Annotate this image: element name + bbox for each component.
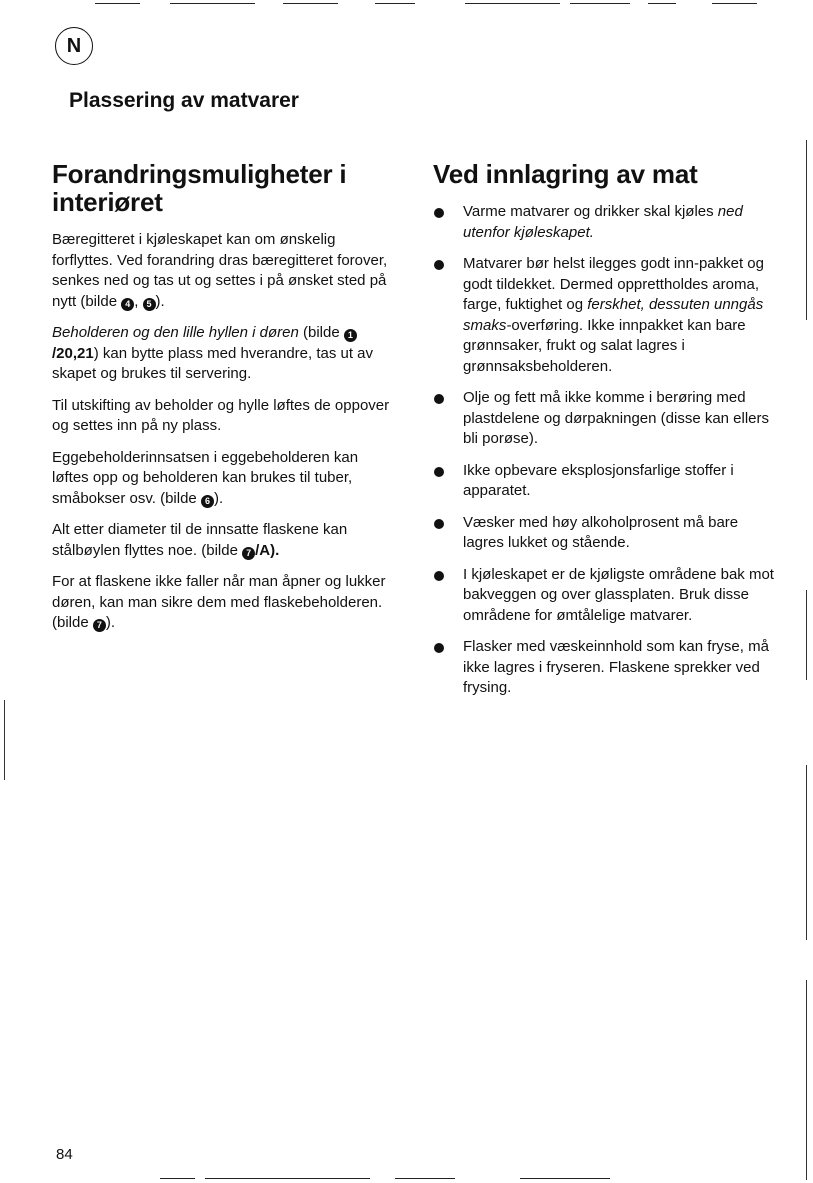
- paragraph: [52, 520, 392, 561]
- paragraph: Til utskifting av beholder og hylle løftes de oppover og settes inn på ny plass.: [52, 396, 390, 434]
- paragraph: [52, 323, 392, 385]
- figure-ref-badge: 1: [344, 329, 357, 342]
- list-item-text: I kjøleskapet er de kjøligste områdene bak mot bakveggen og over glassplaten. Bruk disse områdene for ømtålelige matvarer.: [463, 565, 774, 624]
- scan-line-right: [806, 140, 807, 320]
- paragraph-text: ) kan bytte plass med hverandre, tas ut av skapet og brukes til servering.: [52, 344, 374, 382]
- figure-ref-badge: 4: [121, 298, 134, 311]
- list-item: [433, 565, 778, 627]
- bullet-list: [433, 202, 778, 699]
- paragraph: [52, 572, 392, 634]
- scan-line-left: [4, 700, 5, 780]
- page-number: 84: [56, 1146, 73, 1163]
- list-item: [433, 202, 778, 243]
- paragraph: [52, 448, 392, 510]
- bullet-icon: [434, 571, 444, 581]
- bullet-icon: [434, 467, 444, 477]
- scan-line-bottom: [395, 1178, 455, 1179]
- paragraph-text: Eggebeholderinnsatsen i eggebeholderen kan løftes opp og beholderen kan brukes til tuber, småbokser osv. (bilde: [52, 448, 359, 507]
- paragraph-text: ).: [155, 292, 165, 310]
- scan-line-top: [170, 3, 255, 4]
- bullet-icon: [434, 643, 444, 653]
- list-item: [433, 513, 778, 554]
- scan-line-right: [806, 980, 807, 1180]
- list-item-text: Matvarer bør helst ilegges godt inn-pakket og godt tildekket. Dermed opprettholdes aroma, farge, fuktighet og: [463, 255, 764, 313]
- right-column: [433, 160, 778, 710]
- paragraph-text: Bæregitteret i kjøleskapet kan om ønskelig forflyttes. Ved forandring dras bæregitteret forover, senkes ned og tas ut og settes i på ønsket sted på nytt (bilde: [52, 231, 388, 310]
- scan-line-bottom: [520, 1178, 610, 1179]
- figure-ref-suffix: /20,21: [52, 344, 94, 362]
- list-item-text: overføring. Ikke innpakket kan bare grønnsaker, frukt og salat lagres i grønnsaksbeholderen.: [463, 316, 746, 375]
- list-item-text: Olje og fett må ikke komme i berøring med plastdelene og dørpakningen (disse kan ellers bli porøse).: [463, 389, 770, 447]
- paragraph-text: ,: [134, 292, 143, 310]
- scan-line-top: [570, 3, 630, 4]
- figure-ref-suffix: /A).: [255, 541, 280, 559]
- scan-line-right: [806, 590, 807, 680]
- scan-line-bottom: [160, 1178, 195, 1179]
- scan-line-top: [465, 3, 560, 4]
- paragraph-text: For at flaskene ikke faller når man åpner og lukker døren, kan man sikre dem med flaskebeholderen. (bilde: [52, 573, 386, 631]
- paragraph-text: Alt etter diameter til de innsatte flaskene kan stålbøylen flyttes noe. (bilde: [52, 521, 348, 559]
- paragraph-text: ).: [213, 489, 224, 507]
- scan-line-right: [806, 765, 807, 940]
- paragraph-text: (bilde: [298, 324, 344, 341]
- figure-ref-badge: 5: [143, 298, 156, 311]
- left-column: [52, 160, 392, 645]
- bullet-icon: [434, 394, 444, 404]
- paragraph-text: ).: [105, 614, 116, 631]
- left-heading: [52, 160, 392, 216]
- list-item-text: Væsker med høy alkoholprosent må bare lagres lukket og stående.: [463, 513, 739, 551]
- scan-line-top: [712, 3, 757, 4]
- paragraph: [52, 230, 392, 312]
- left-heading-line1: Forandringsmuligheter i: [52, 159, 347, 189]
- list-item-italic: ferskhet, dessuten unngås smaks-: [463, 296, 764, 334]
- list-item-text: Flasker med væskeinnhold som kan fryse, må ikke lagres i fryseren. Flaskene sprekker ved frysing.: [463, 638, 769, 696]
- list-item-text: Ikke opbevare eksplosjonsfarlige stoffer i apparatet.: [463, 461, 734, 499]
- bullet-icon: [434, 260, 444, 270]
- list-item: [433, 388, 778, 450]
- section-title: Plassering av matvarer: [69, 89, 299, 112]
- paragraph-italic: Beholderen og den lille hyllen i døren: [52, 324, 299, 341]
- figure-ref-badge: 7: [93, 619, 106, 632]
- list-item-italic: ned utenfor kjøleskapet.: [463, 203, 743, 241]
- bullet-icon: [434, 208, 444, 218]
- language-badge: N: [55, 27, 93, 65]
- left-heading-line2: interiøret: [52, 187, 163, 217]
- scan-line-top: [283, 3, 338, 4]
- list-item: [433, 637, 778, 699]
- scan-line-top: [375, 3, 415, 4]
- scan-line-top: [648, 3, 676, 4]
- scan-line-top: [95, 3, 140, 4]
- right-heading: Ved innlagring av mat: [433, 159, 698, 189]
- list-item: [433, 461, 778, 502]
- list-item-text: Varme matvarer og drikker skal kjøles: [463, 203, 718, 220]
- bullet-icon: [434, 519, 444, 529]
- scan-line-bottom: [205, 1178, 370, 1179]
- figure-ref-badge: 7: [242, 547, 255, 560]
- figure-ref-badge: 6: [201, 495, 214, 508]
- list-item: [433, 254, 778, 377]
